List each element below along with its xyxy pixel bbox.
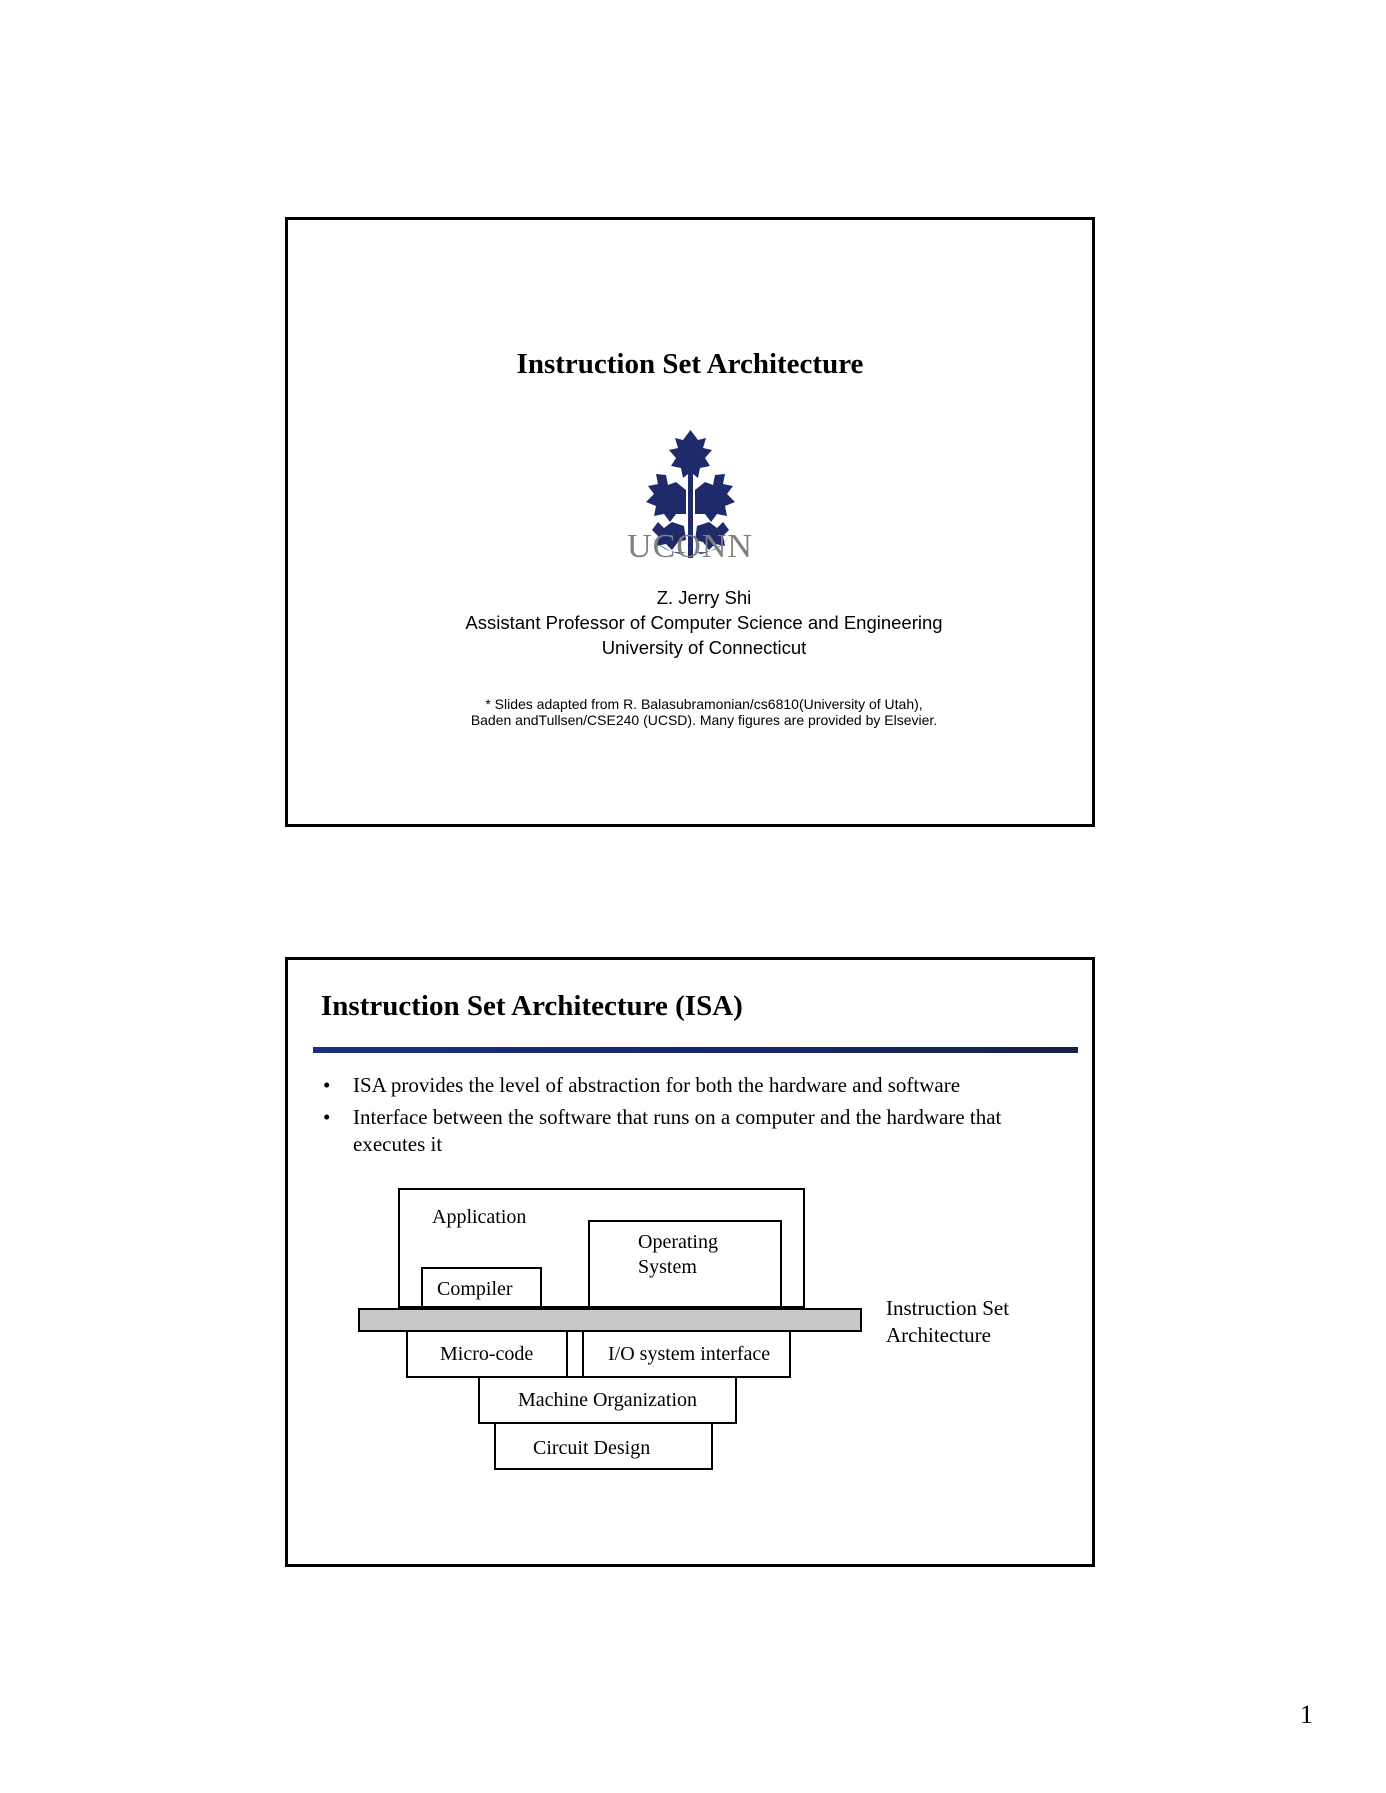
logo-wordmark: UCONN <box>627 528 753 565</box>
author-affiliation: University of Connecticut <box>601 637 807 658</box>
circuit-design-label: Circuit Design <box>533 1437 651 1459</box>
bullet-item: • ISA provides the level of abstraction for both the hardware and software <box>323 1073 961 1097</box>
slide-title: Instruction Set Architecture (ISA) <box>321 990 743 1022</box>
title-rule <box>313 1047 1078 1053</box>
io-interface-label: I/O system interface <box>608 1343 771 1365</box>
machine-organization-label: Machine Organization <box>518 1389 698 1411</box>
author-title: Assistant Professor of Computer Science and Engineering <box>465 612 943 633</box>
page-number: 1 <box>1300 1700 1313 1729</box>
operating-system-label: Operating System <box>638 1231 718 1278</box>
isa-label: Instruction Set Architecture <box>886 1296 1010 1347</box>
slide-title: Instruction Set Architecture <box>516 348 864 380</box>
author-block <box>288 585 1092 660</box>
bullet-item: • Interface between the software that runs on a computer and the hardware that executes it <box>323 1105 1002 1156</box>
bullet-icon: • <box>323 1073 331 1097</box>
bullet-list <box>323 1072 1063 1163</box>
credits-line-2: Baden andTullsen/CSE240 (UCSD). Many figures are provided by Elsevier. <box>470 712 938 728</box>
credits-note <box>288 696 1092 728</box>
author-name: Z. Jerry Shi <box>656 587 752 608</box>
application-label: Application <box>432 1206 527 1228</box>
credits-line-1: * Slides adapted from R. Balasubramonian/cs6810(University of Utah), <box>485 696 923 712</box>
title-slide <box>285 217 1095 827</box>
compiler-label: Compiler <box>437 1278 513 1300</box>
isa-bar <box>358 1308 862 1332</box>
bullet-icon: • <box>323 1105 331 1129</box>
microcode-label: Micro-code <box>440 1343 534 1365</box>
isa-slide <box>285 957 1095 1567</box>
